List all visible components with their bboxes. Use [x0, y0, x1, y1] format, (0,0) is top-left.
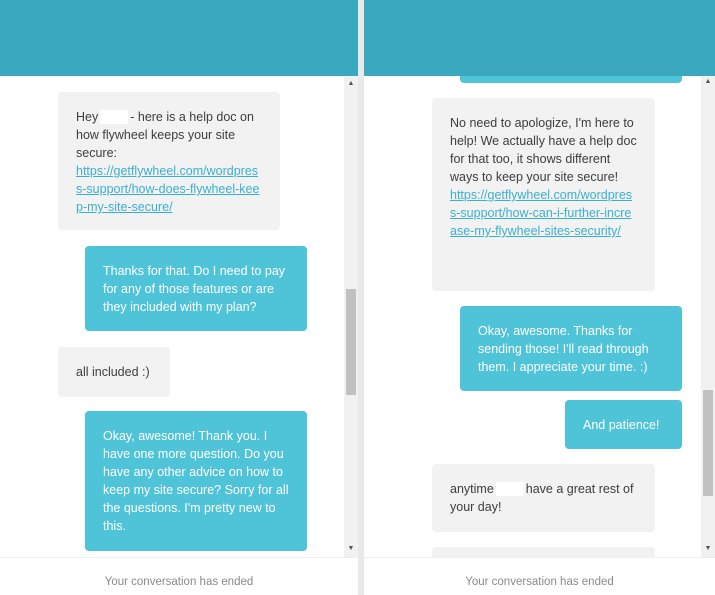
chat-header	[0, 0, 358, 76]
help-doc-link[interactable]: https://getflywheel.com/wordpress-support/how-does-flywheel-keep-my-site-secure/	[76, 164, 260, 214]
chat-transcript[interactable]	[0, 76, 358, 557]
user-message: Okay, awesome. Thanks for sending those! I'll read through them. I appreciate your time. :)	[460, 306, 682, 391]
help-doc-link[interactable]: https://getflywheel.com/wordpress-support/how-can-i-further-increase-my-flywheel-sites-security/	[450, 188, 633, 238]
conversation-ended-notice: Your conversation has ended	[0, 557, 358, 595]
agent-message: Hey - here is a help doc on how flywheel keeps your site secure: https://getflywheel.com/wordpress-support/how-does-flywheel-keep-my-site-secure/	[58, 92, 280, 230]
scroll-up-icon[interactable]: ▲	[704, 78, 712, 85]
scroll-thumb[interactable]	[703, 390, 713, 496]
user-message: And patience!	[565, 400, 682, 449]
scroll-thumb[interactable]	[346, 289, 356, 395]
user-message-partial	[460, 76, 682, 83]
scroll-down-icon[interactable]: ▼	[704, 545, 712, 552]
agent-message: No need to apologize, I'm here to help! We actually have a help doc for that too, it shows different ways to keep your site secure! https://getflywheel.com/wordpress-support/how-can-i-further-increase-my-flywheel-sites-security/	[432, 98, 655, 291]
chat-header	[364, 0, 715, 76]
chat-transcript[interactable]	[364, 76, 715, 557]
user-message: Okay, awesome! Thank you. I have one more question. Do you have any other advice on how to keep my site secure? Sorry for all the questions. I'm pretty new to this.	[85, 411, 307, 551]
scroll-down-icon[interactable]: ▼	[347, 545, 355, 552]
chat-panel-right	[364, 0, 715, 595]
agent-message: anytime have a great rest of your day!	[432, 464, 655, 532]
conversation-ended-notice: Your conversation has ended	[364, 557, 715, 595]
agent-message-partial	[432, 547, 655, 557]
agent-message: all included :)	[58, 347, 170, 397]
redacted-name	[496, 482, 524, 496]
user-message: Thanks for that. Do I need to pay for any of those features or are they included with my plan?	[85, 246, 307, 331]
scroll-up-icon[interactable]: ▲	[347, 80, 355, 87]
scrollbar[interactable]	[344, 76, 358, 557]
scrollbar[interactable]	[701, 76, 715, 557]
redacted-name	[100, 110, 128, 124]
